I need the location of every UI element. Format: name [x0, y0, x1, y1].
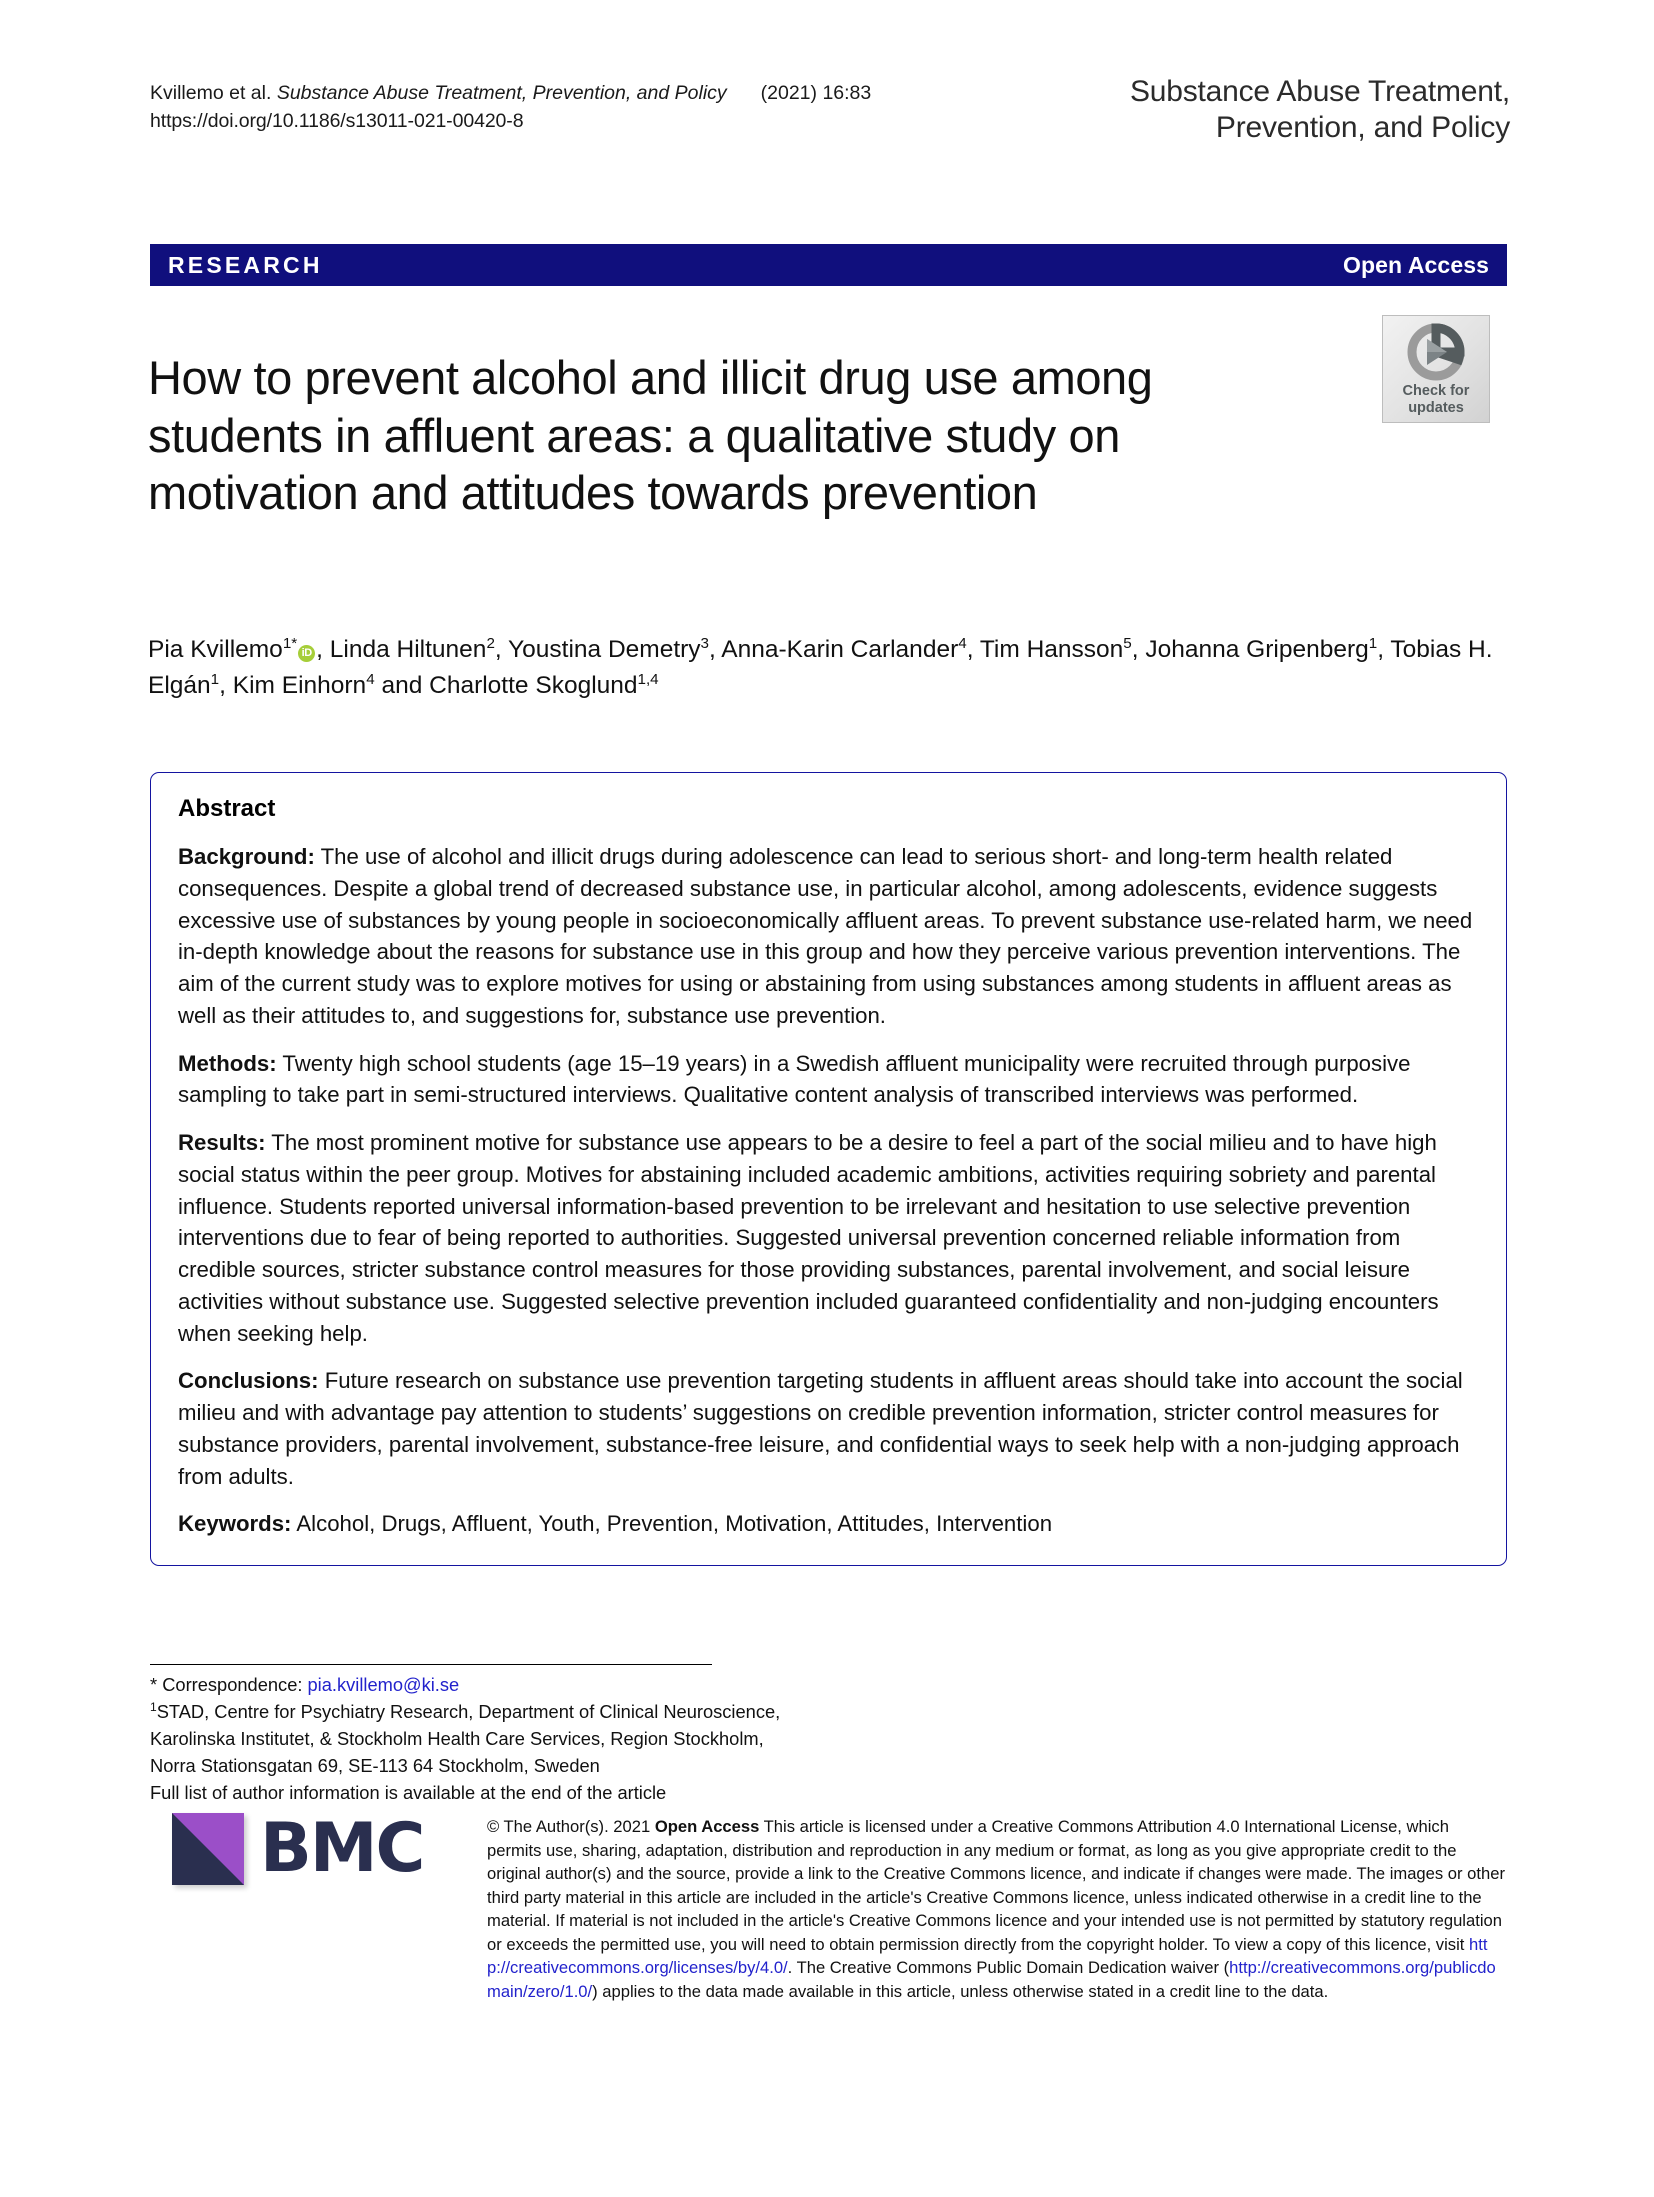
- running-head-left: [150, 80, 871, 135]
- abstract-conclusions-text: Future research on substance use prevention targeting students in affluent areas should take into account the social milieu and with advantage pay attention to students’ suggestions on credible prevention information, stricter control measures for substance providers, parental involvement, substance-free leisure, and confidential ways to seek help with a non-judging approach from adults.: [178, 1368, 1463, 1489]
- abstract-results-label: Results:: [178, 1130, 266, 1155]
- abstract-keywords: [178, 1508, 1479, 1540]
- author-name: , Youstina Demetry: [494, 636, 701, 663]
- article-type-label: RESEARCH: [168, 251, 323, 278]
- abstract-conclusions-label: Conclusions:: [178, 1368, 319, 1394]
- running-head: [150, 75, 1510, 147]
- affiliation-marker: 1: [150, 1699, 157, 1714]
- author-name: , Johanna Gripenberg: [1131, 636, 1369, 663]
- license-open-access: Open Access: [654, 1817, 760, 1836]
- abstract-methods-label: Methods:: [178, 1050, 277, 1076]
- footnote-divider: [150, 1664, 712, 1665]
- abstract-methods-text: Twenty high school students (age 15–19 years) in a Swedish affluent municipality were recruited through purposive sampling to take part in semi-structured interviews. Qualitative content analysis of transcribed interviews was performed.: [178, 1050, 1411, 1108]
- abstract-methods: [178, 1048, 1479, 1112]
- author-name: Pia Kvillemo: [148, 636, 283, 663]
- citation-authors: Kvillemo et al.: [150, 82, 277, 104]
- author-list: [148, 632, 1508, 705]
- abstract-heading: Abstract: [178, 795, 276, 822]
- full-author-list-note: Full list of author information is available at the end of the article: [150, 1781, 667, 1803]
- open-access-label: Open Access: [1343, 251, 1489, 278]
- bmc-logo-wordmark: BMC: [260, 1809, 424, 1888]
- abstract-keywords-text: Alcohol, Drugs, Affluent, Youth, Prevention, Motivation, Attitudes, Intervention: [291, 1511, 1053, 1537]
- affiliation-line-1: [150, 1699, 850, 1726]
- license-copyright: © The Author(s). 2021: [487, 1817, 655, 1836]
- citation-journal: Substance Abuse Treatment, Prevention, and Policy: [276, 82, 727, 104]
- citation-line: [150, 80, 871, 108]
- author-affil-marker: 5: [1123, 634, 1132, 652]
- abstract-results-text: The most prominent motive for substance use appears to be a desire to feel a part of the social milieu and to have high social status within the peer group. Motives for abstaining included academic ambitions, activities requiring sobriety and parental influence. Students reported universal information-based prevention to be irrelevant and hesitation to use selective prevention interventions due to fear of being reported to authorities. Suggested universal prevention concerned reliable information from credible sources, stricter substance control measures for those providing substances, parental involvement, and social leisure activities without substance use. Suggested selective prevention included guaranteed confidentiality and non-judging encounters when seeking help.: [178, 1130, 1439, 1346]
- author-name: , Linda Hiltunen: [316, 636, 487, 663]
- affiliation-text-1: STAD, Centre for Psychiatry Research, Department of Clinical Neuroscience,: [156, 1700, 781, 1722]
- crossmark-line-2: updates: [1408, 399, 1464, 416]
- journal-logo: [1130, 74, 1510, 147]
- license-text: [487, 1815, 1507, 2004]
- affiliation-line-2: Karolinska Institutet, & Stockholm Health Care Services, Region Stockholm,: [150, 1727, 764, 1749]
- correspondence-label: * Correspondence:: [150, 1674, 308, 1695]
- correspondence-line: [150, 1672, 850, 1699]
- author-separator: ,: [1377, 636, 1384, 663]
- license-body-1: This article is licensed under a Creative Commons Attribution 4.0 International License, which permits use, sharing, adaptation, distribution and reproduction in any medium or format, as long as you give appropriate credit to the original author(s) and the source, provide a link to the Creative Commons licence, and indicate if changes were made. The images or other third party material in this article are included in the article's Creative Commons licence, unless indicated otherwise in a credit line to the material. If material is not included in the article's Creative Commons licence and your intended use is not permitted by statutory regulation or exceeds the permitted use, you will need to obtain permission directly from the copyright holder. To view a copy of this licence, visit: [487, 1817, 1505, 1954]
- license-body-2: . The Creative Commons Public Domain Dedication waiver (: [787, 1958, 1230, 1978]
- author-affil-marker: 4: [958, 634, 967, 652]
- abstract-results: [178, 1127, 1479, 1349]
- abstract-box: [150, 772, 1507, 1566]
- author-name: and Charlotte Skoglund: [374, 672, 638, 700]
- abstract-conclusions: [178, 1365, 1479, 1492]
- license-link-zero[interactable]: http://creativecommons.org/publicdomain/zero/1.0/: [487, 1958, 1496, 2001]
- author-name: , Anna-Karin Carlander: [709, 636, 959, 663]
- affiliation-line-3: Norra Stationsgatan 69, SE-113 64 Stockholm, Sweden: [150, 1754, 600, 1776]
- author-affil-marker: 1*: [282, 634, 298, 652]
- article-type-banner: [150, 244, 1507, 286]
- abstract-keywords-label: Keywords:: [178, 1511, 292, 1537]
- check-for-updates-badge[interactable]: [1382, 315, 1490, 423]
- citation-issue: (2021) 16:83: [760, 82, 872, 104]
- crossmark-line-1: Check for: [1402, 383, 1470, 399]
- crossmark-icon: [1405, 321, 1467, 383]
- author-affil-marker: 2: [486, 634, 495, 652]
- journal-logo-line-2: Prevention, and Policy: [1215, 111, 1510, 145]
- abstract-background-text: The use of alcohol and illicit drugs during adolescence can lead to serious short- and long-term health related consequences. Despite a global trend of decreased substance use, in particular alcohol, among adolescents, evidence suggests excessive use of substances by young people in socioeconomically affluent areas. To prevent substance use-related harm, we need in-depth knowledge about the reasons for substance use in this group and how they perceive various prevention interventions. The aim of the current study was to explore motives for using or abstaining from using substances among students in affluent areas as well as their attitudes to, and suggestions for, substance use prevention.: [178, 844, 1473, 1028]
- journal-logo-line-1: Substance Abuse Treatment,: [1129, 75, 1510, 108]
- license-link-by[interactable]: http://creativecommons.org/licenses/by/4.0/: [487, 1934, 1488, 1978]
- author-name: Tobias H. Elgán: [148, 636, 1493, 700]
- page-title: How to prevent alcohol and illicit drug use among students in affluent areas: a qualitative study on motivation and attitudes towards prevention: [148, 351, 1153, 520]
- license-body-3: ) applies to the data made available in this article, unless otherwise stated in a credit line to the data.: [592, 1981, 1329, 2001]
- orcid-icon[interactable]: iD: [298, 645, 315, 662]
- abstract-background-label: Background:: [178, 844, 315, 869]
- bmc-logo: [172, 1809, 424, 1888]
- abstract-background: [178, 841, 1479, 1032]
- doi-line[interactable]: https://doi.org/10.1186/s13011-021-00420-8: [150, 109, 524, 132]
- author-affil-marker: 1,4: [637, 671, 659, 689]
- author-affil-marker: 1: [210, 671, 220, 689]
- correspondence-block: [150, 1672, 850, 1807]
- author-affil-marker: 4: [366, 671, 375, 689]
- author-affil-marker: 1: [1368, 634, 1378, 652]
- bmc-logo-mark-icon: [172, 1813, 244, 1885]
- author-name: , Tim Hansson: [966, 636, 1124, 663]
- correspondence-email[interactable]: pia.kvillemo@ki.se: [307, 1674, 460, 1695]
- author-affil-marker: 3: [700, 634, 709, 652]
- author-name: , Kim Einhorn: [219, 672, 367, 700]
